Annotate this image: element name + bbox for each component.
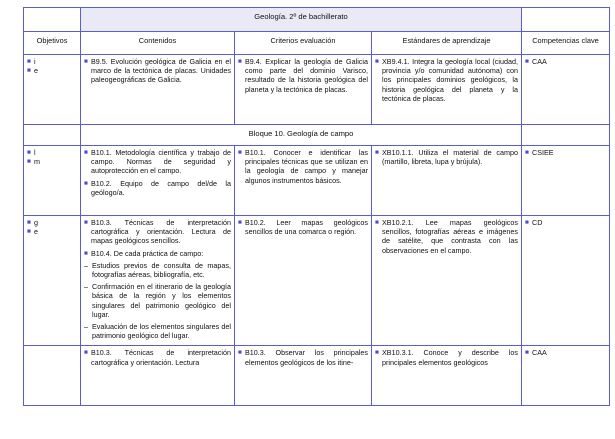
- header-estandares: Estándares de aprendizaje: [372, 32, 522, 55]
- list-item: ■ e: [27, 227, 38, 237]
- bullet-icon: ■: [84, 349, 88, 357]
- bullet-icon: ■: [238, 58, 242, 65]
- contenidos-cell: [81, 55, 235, 125]
- table-title: Geología. 2º de bachillerato: [81, 8, 522, 32]
- criterios-cell: [235, 146, 372, 216]
- bullet-icon: ■: [27, 149, 31, 156]
- competencias-cell: [522, 146, 610, 216]
- list-item: ■ B10.1. Conocer e identificar las principales técnicas que se utilizan en la geología de campo y manejar algunos instrumentos básicos.: [238, 148, 368, 185]
- list-item: ■ XB10.3.1. Conoce y describe los principales elementos geológicos: [375, 348, 518, 367]
- bullet-icon: ■: [238, 149, 242, 156]
- bullet-icon: ■: [84, 219, 88, 226]
- competencias-cell: [522, 55, 610, 125]
- list-item: ■ XB10.1.1. Utiliza el material de campo (martillo, libreta, lupa y brújula).: [375, 148, 518, 167]
- contenidos-cell: [81, 216, 235, 346]
- table-row: [24, 346, 610, 406]
- list-item: ■ CAA: [525, 348, 547, 358]
- table-title-row: [24, 8, 610, 32]
- block-heading: Bloque 10. Geología de campo: [81, 125, 522, 146]
- header-competencias: Competencias clave: [522, 32, 610, 55]
- objetivos-cell: [24, 346, 81, 406]
- list-item: ■ e: [27, 66, 38, 76]
- bullet-icon: ■: [27, 228, 31, 236]
- list-item: ■ B9.5. Evolución geológica de Galicia en el marco de la tectónica de placas. Unidades paleogeográficas de Galicia.: [84, 57, 231, 85]
- bullet-icon: ■: [27, 219, 31, 226]
- criterios-cell: [235, 216, 372, 346]
- bullet-icon: ■: [84, 249, 88, 257]
- objetivos-cell: [24, 216, 81, 346]
- contenidos-cell: [81, 346, 235, 406]
- estandares-cell: [372, 216, 522, 346]
- list-item: ■ B10.3. Técnicas de interpretación cartográfica y orientación. Lectura de mapas geológicos sencillos.: [84, 218, 231, 246]
- criterios-cell: [235, 346, 372, 406]
- bullet-icon: ■: [84, 58, 88, 65]
- list-item: ■ B9.4. Explicar la geología de Galicia como parte del dominio Varisco, resultado de la historia geológica del planeta y la tectónica de placas.: [238, 57, 368, 94]
- sub-list-item: – Estudios previos de consulta de mapas, fotografías aéreas, bibliografía, etc.: [84, 260, 231, 280]
- sub-list-item: – Confirmación en el itinerario de la geología básica de la región y los elementos singulares del patrimonio geológico del lugar.: [84, 282, 231, 319]
- header-contenidos: Contenidos: [81, 32, 235, 55]
- bullet-icon: ■: [84, 149, 88, 156]
- objetivos-cell: [24, 55, 81, 125]
- bullet-icon: ■: [27, 67, 31, 75]
- table-row: [24, 55, 610, 125]
- list-item: ■ CD: [525, 218, 543, 227]
- list-item: ■ B10.2. Equipo de campo del/de la geólogo/a.: [84, 178, 231, 197]
- bullet-icon: ■: [375, 58, 379, 65]
- bullet-icon: ■: [238, 219, 242, 226]
- bullet-icon: ■: [525, 58, 529, 65]
- estandares-cell: [372, 146, 522, 216]
- bullet-icon: ■: [238, 349, 242, 357]
- dash-icon: –: [84, 260, 88, 270]
- header-row: [24, 32, 610, 55]
- list-item: ■ B10.3. Técnicas de interpretación cartográfica y orientación. Lectura: [84, 348, 231, 367]
- list-item: ■ XB10.2.1. Lee mapas geológicos sencillos, fotografías aéreas e imágenes de satélite, que contrasta con las observaciones en el campo.: [375, 218, 518, 255]
- estandares-cell: [372, 55, 522, 125]
- list-item: ■ m: [27, 157, 40, 167]
- list-item: ■ B10.4. De cada práctica de campo:: [84, 248, 204, 258]
- competencias-cell: [522, 216, 610, 346]
- list-item: ■ B10.3. Observar los principales elementos geológicos de los itine-: [238, 348, 368, 367]
- header-criterios: Criterios evaluación: [235, 32, 372, 55]
- dash-icon: –: [84, 322, 88, 332]
- bullet-icon: ■: [525, 349, 529, 357]
- objetivos-cell: [24, 146, 81, 216]
- list-item: ■ l: [27, 148, 36, 157]
- bullet-icon: ■: [375, 349, 379, 357]
- dash-icon: –: [84, 282, 88, 292]
- sub-list-item: – Evaluación de los elementos singulares del patrimonio geológico del lugar.: [84, 322, 231, 341]
- bullet-icon: ■: [525, 219, 529, 226]
- criterios-cell: [235, 55, 372, 125]
- list-item: ■ g: [27, 218, 38, 227]
- table-row: [24, 216, 610, 346]
- contenidos-cell: [81, 146, 235, 216]
- bullet-icon: ■: [375, 149, 379, 156]
- bullet-icon: ■: [27, 58, 31, 65]
- bullet-icon: ■: [27, 158, 31, 166]
- block-heading-row: [24, 125, 610, 146]
- list-item: ■ CSIEE: [525, 148, 554, 157]
- list-item: ■ i: [27, 57, 36, 66]
- list-item: ■ B10.1. Metodología científica y trabajo de campo. Normas de seguridad y autoprotección en el campo.: [84, 148, 231, 176]
- list-item: ■ B10.2. Leer mapas geológicos sencillos de una comarca o región.: [238, 218, 368, 237]
- competencias-cell: [522, 346, 610, 406]
- bullet-icon: ■: [84, 179, 88, 187]
- list-item: ■ CAA: [525, 57, 547, 66]
- table-row: [24, 146, 610, 216]
- list-item: ■ XB9.4.1. Integra la geología local (ciudad, provincia y/o comunidad autónoma) con los principales dominios geológicos, la historia geológica del planeta y la tectónica de placas.: [375, 57, 518, 103]
- bullet-icon: ■: [375, 219, 379, 226]
- bullet-icon: ■: [525, 149, 529, 156]
- estandares-cell: [372, 346, 522, 406]
- curriculum-table: [23, 7, 610, 406]
- header-objetivos: Objetivos: [24, 32, 81, 55]
